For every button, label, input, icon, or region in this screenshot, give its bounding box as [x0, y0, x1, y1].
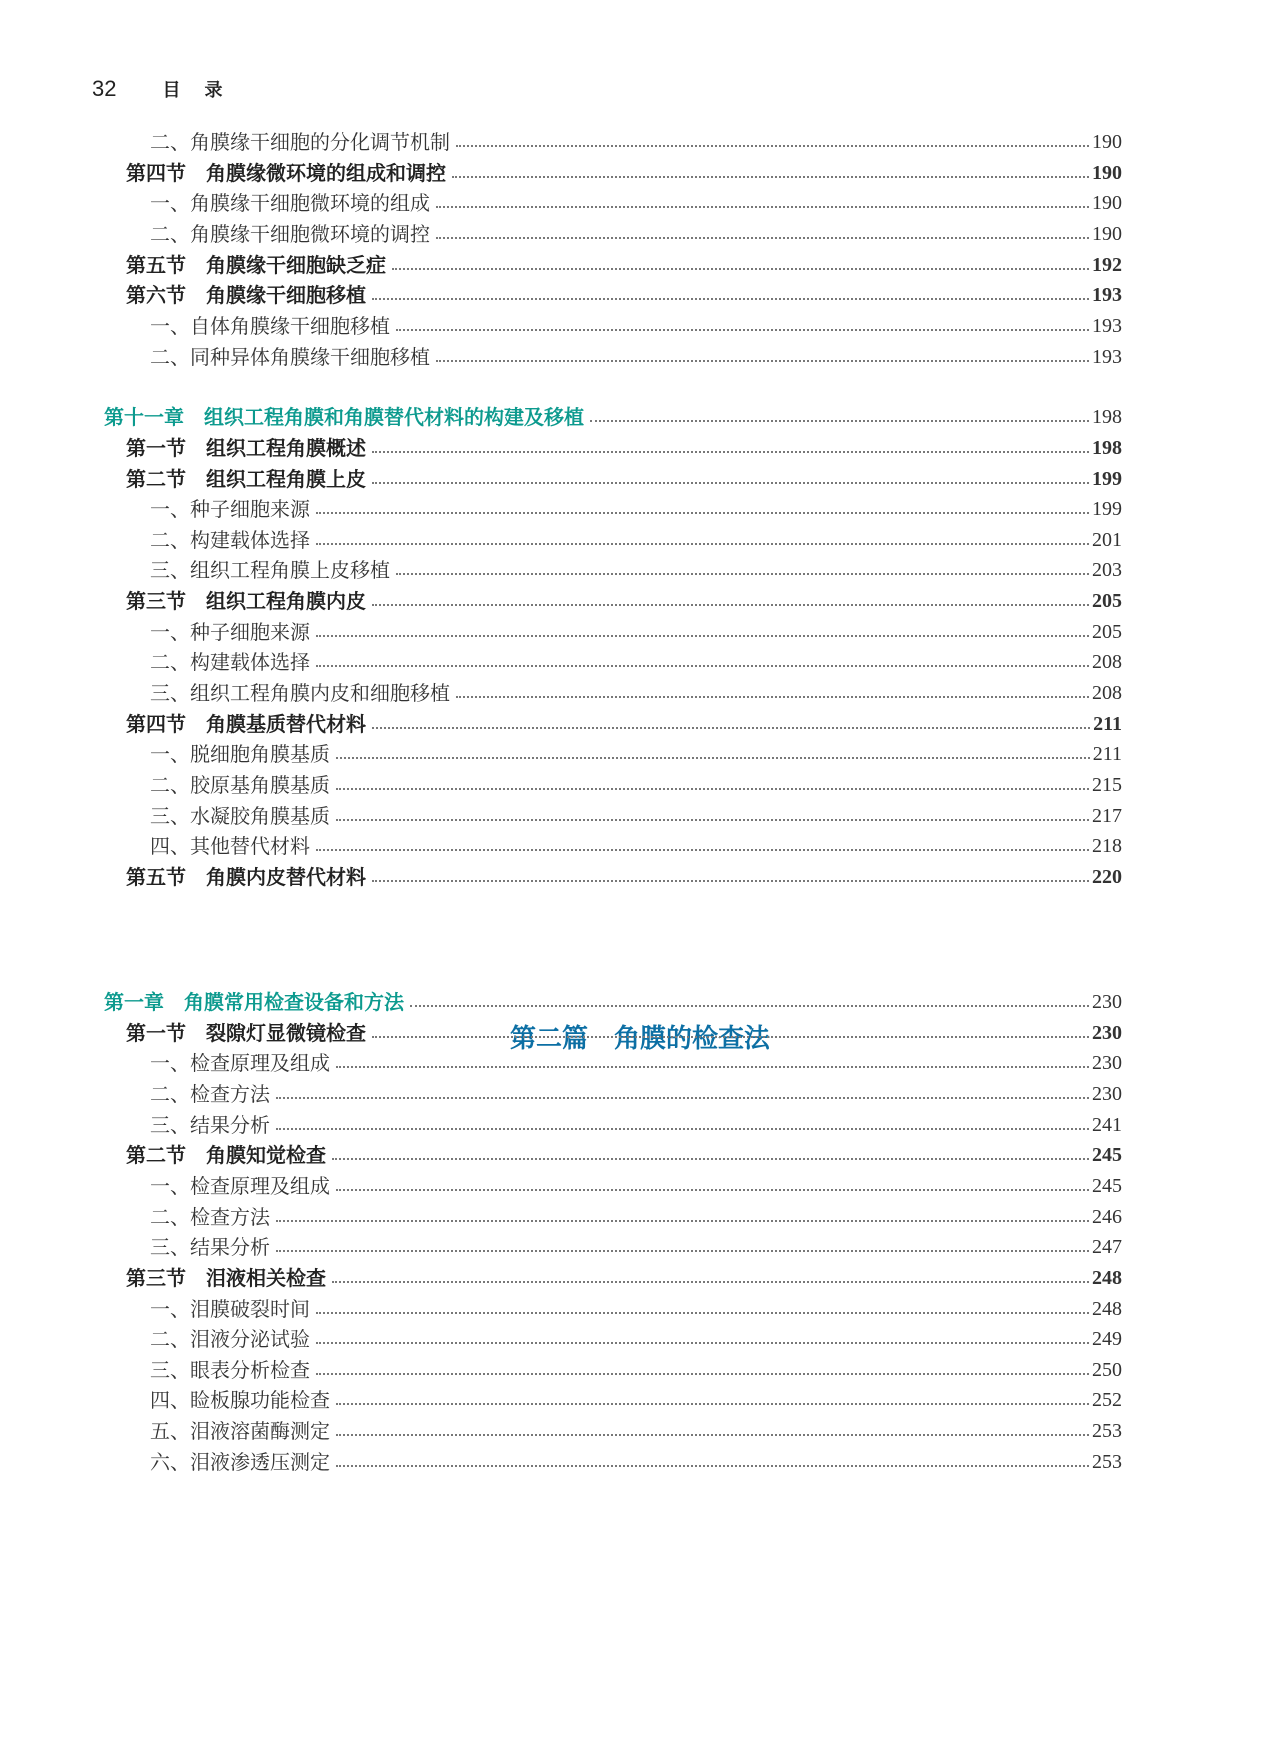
dot-leader [336, 788, 1089, 790]
toc-entry-item[interactable] [150, 1076, 1122, 1106]
dot-leader [436, 360, 1089, 362]
running-title: 目录 [162, 80, 247, 101]
toc-entry-label: 第一节 组织工程角膜概述 [126, 435, 366, 460]
toc-entry-page: 245 [1092, 1144, 1122, 1167]
toc-entry-page: 193 [1092, 314, 1122, 337]
toc-entry-label: 第五节 角膜缘干细胞缺乏症 [126, 252, 386, 277]
toc-entry-item[interactable] [150, 1291, 1122, 1321]
toc-entry-page: 215 [1092, 774, 1122, 796]
toc-entry-label: 第十一章 组织工程角膜和角膜替代材料的构建及移植 [104, 405, 584, 430]
toc-entry-item[interactable] [150, 308, 1122, 338]
toc-entry-label: 二、同种异体角膜缘干细胞移植 [150, 344, 430, 369]
toc-entry-label: 第一章 角膜常用检查设备和方法 [104, 990, 404, 1014]
toc-entry-item[interactable] [150, 1413, 1122, 1443]
toc-entry-label: 三、结果分析 [150, 1235, 270, 1260]
toc-entry-label: 一、检查原理及组成 [150, 1051, 330, 1076]
toc-entry-label: 第二节 角膜知觉检查 [126, 1143, 326, 1168]
toc-entry-page: 248 [1092, 1266, 1122, 1289]
dot-leader [336, 1066, 1089, 1068]
dot-leader [410, 1005, 1089, 1007]
toc-entry-label: 第六节 角膜缘干细胞移植 [126, 283, 366, 308]
toc-entry-item[interactable] [150, 491, 1122, 521]
toc-entry-page: 245 [1092, 1174, 1122, 1197]
toc-entry-page: 230 [1092, 1052, 1122, 1075]
dot-leader [276, 1220, 1089, 1222]
toc-entry-item[interactable] [150, 614, 1122, 644]
toc-entry-section[interactable] [126, 583, 1122, 613]
toc-entry-label: 二、构建载体选择 [150, 650, 310, 675]
toc-entry-section[interactable] [126, 1015, 1122, 1045]
dot-leader [392, 268, 1089, 270]
toc-entry-section[interactable] [126, 155, 1122, 185]
toc-entry-page: 248 [1092, 1297, 1122, 1320]
dot-leader [316, 1342, 1089, 1344]
toc-entry-chapter[interactable] [104, 984, 1122, 1014]
toc-entry-label: 一、角膜缘干细胞微环境的组成 [150, 191, 430, 216]
toc-entry-page: 205 [1092, 590, 1122, 613]
toc-entry-page: 217 [1092, 804, 1122, 827]
toc-entry-item[interactable] [150, 798, 1122, 828]
toc-entry-page: 208 [1092, 651, 1122, 674]
toc-entry-label: 二、胶原基角膜基质 [150, 773, 330, 797]
toc-entry-label: 三、眼表分析检查 [150, 1357, 310, 1382]
toc-entry-page: 193 [1092, 284, 1122, 307]
dot-leader [336, 757, 1090, 759]
toc-entry-item[interactable] [150, 124, 1122, 154]
toc-entry-page: 211 [1093, 712, 1122, 735]
toc-entry-page: 190 [1092, 192, 1122, 215]
toc-entry-label: 一、自体角膜缘干细胞移植 [150, 313, 390, 338]
toc-entry-label: 第四节 角膜缘微环境的组成和调控 [126, 160, 446, 185]
toc-entry-label: 第四节 角膜基质替代材料 [126, 711, 366, 736]
toc-entry-label: 二、角膜缘干细胞的分化调节机制 [150, 130, 450, 154]
toc-entry-label: 六、泪液渗透压测定 [150, 1449, 330, 1474]
toc-entry-label: 三、组织工程角膜内皮和细胞移植 [150, 681, 450, 706]
toc-entry-page: 198 [1092, 406, 1122, 429]
toc-entry-page: 190 [1092, 161, 1122, 184]
toc-entry-label: 一、泪膜破裂时间 [150, 1296, 310, 1321]
toc-entry-page: 211 [1092, 743, 1122, 766]
toc-entry-page: 230 [1092, 1021, 1122, 1044]
toc-entry-label: 三、水凝胶角膜基质 [150, 803, 330, 828]
toc-entry-section[interactable] [126, 247, 1122, 277]
dot-leader [336, 1403, 1089, 1405]
toc-entry-item[interactable] [150, 216, 1122, 246]
dot-leader [332, 1281, 1089, 1283]
toc-entry-page: 230 [1092, 991, 1122, 1013]
toc-entry-item[interactable] [150, 828, 1122, 858]
toc-entry-section[interactable] [126, 1260, 1122, 1290]
toc-entry-label: 二、角膜缘干细胞微环境的调控 [150, 221, 430, 246]
dot-leader [452, 176, 1089, 178]
toc-entry-page: 230 [1092, 1082, 1122, 1105]
dot-leader [372, 604, 1089, 606]
dot-leader [316, 1312, 1089, 1314]
dot-leader [336, 1189, 1089, 1191]
toc-entry-label: 第一节 裂隙灯显微镜检查 [126, 1020, 366, 1045]
part-title: 第二篇 角膜的检查法 [509, 1024, 770, 1054]
dot-leader [372, 482, 1089, 484]
toc-entry-page: 218 [1092, 835, 1122, 858]
dot-leader [396, 573, 1089, 575]
toc-entry-page: 190 [1092, 222, 1122, 245]
toc-entry-label: 三、组织工程角膜上皮移植 [150, 558, 390, 583]
toc-entry-section[interactable] [126, 859, 1122, 889]
toc-entry-label: 二、构建载体选择 [150, 527, 310, 552]
toc-entry-page: 190 [1092, 131, 1122, 153]
dot-leader [372, 1036, 1089, 1038]
dot-leader [316, 665, 1089, 667]
toc-entry-page: 253 [1092, 1420, 1122, 1443]
dot-leader [436, 237, 1089, 239]
toc-entry-page: 205 [1092, 620, 1122, 643]
toc-entry-item[interactable] [150, 1444, 1122, 1474]
toc-entry-section[interactable] [126, 277, 1122, 307]
dot-leader [276, 1097, 1089, 1099]
toc-entry-page: 250 [1092, 1358, 1122, 1381]
toc-entry-section[interactable] [126, 1137, 1122, 1167]
dot-leader [436, 206, 1089, 208]
toc-entry-page: 199 [1092, 467, 1122, 490]
toc-entry-page: 203 [1092, 559, 1122, 582]
toc-entry-chapter[interactable] [104, 399, 1122, 429]
toc-entry-item[interactable] [150, 767, 1122, 797]
toc-entry-page: 208 [1092, 682, 1122, 705]
toc-entry-item[interactable] [150, 1352, 1122, 1382]
toc-entry-section[interactable] [126, 430, 1122, 460]
dot-leader [316, 543, 1089, 545]
toc-entry-item[interactable] [150, 1199, 1122, 1229]
dot-leader [316, 512, 1089, 514]
toc-entry-item[interactable] [150, 675, 1122, 705]
toc-entry-page: 253 [1092, 1450, 1122, 1473]
toc-entry-item[interactable] [150, 644, 1122, 674]
dot-leader [456, 696, 1089, 698]
toc-entry-item[interactable] [150, 1107, 1122, 1137]
dot-leader [372, 880, 1089, 882]
toc-entry-label: 一、种子细胞来源 [150, 619, 310, 644]
toc-entry-item[interactable] [150, 1045, 1122, 1075]
dot-leader [332, 1158, 1089, 1160]
toc-entry-item[interactable] [150, 552, 1122, 582]
toc-entry-page: 247 [1092, 1236, 1122, 1259]
toc-entry-label: 四、其他替代材料 [150, 834, 310, 859]
dot-leader [316, 635, 1089, 637]
toc-entry-page: 220 [1092, 865, 1122, 888]
dot-leader [336, 1465, 1089, 1467]
dot-leader [456, 145, 1089, 147]
toc-entry-label: 五、泪液溶菌酶测定 [150, 1419, 330, 1444]
dot-leader [396, 329, 1089, 331]
toc-entry-label: 第二节 组织工程角膜上皮 [126, 466, 366, 491]
toc-entry-item[interactable] [150, 1382, 1122, 1412]
dot-leader [276, 1250, 1089, 1252]
dot-leader [372, 451, 1089, 453]
toc-entry-page: 246 [1092, 1205, 1122, 1228]
dot-leader [372, 727, 1090, 729]
toc-entry-label: 第五节 角膜内皮替代材料 [126, 864, 366, 889]
toc-entry-item[interactable] [150, 1321, 1122, 1351]
toc-entry-item[interactable] [150, 185, 1122, 215]
toc-entry-label: 二、检查方法 [150, 1204, 270, 1229]
toc-entry-label: 二、检查方法 [150, 1081, 270, 1106]
toc-entry-label: 二、泪液分泌试验 [150, 1327, 310, 1352]
toc-entry-section[interactable] [126, 461, 1122, 491]
toc-entry-item[interactable] [150, 1168, 1122, 1198]
dot-leader [590, 420, 1089, 422]
dot-leader [336, 819, 1089, 821]
toc-entry-item[interactable] [150, 736, 1122, 766]
page-number: 32 [92, 76, 117, 101]
dot-leader [276, 1128, 1089, 1130]
toc-entry-page: 199 [1092, 498, 1122, 521]
toc-entry-item[interactable] [150, 1229, 1122, 1259]
toc-entry-label: 一、种子细胞来源 [150, 497, 310, 522]
dot-leader [372, 298, 1089, 300]
toc-entry-page: 249 [1092, 1328, 1122, 1351]
toc-entry-item[interactable] [150, 522, 1122, 552]
toc-entry-label: 第三节 泪液相关检查 [126, 1265, 326, 1290]
toc-entry-page: 241 [1092, 1113, 1122, 1136]
toc-entry-label: 第三节 组织工程角膜内皮 [126, 589, 366, 614]
dot-leader [336, 1434, 1089, 1436]
toc-entry-page: 198 [1092, 436, 1122, 459]
page-header [92, 74, 246, 104]
toc-entry-label: 四、睑板腺功能检查 [150, 1388, 330, 1413]
toc-entry-label: 一、检查原理及组成 [150, 1173, 330, 1198]
toc-entry-section[interactable] [126, 706, 1122, 736]
toc-entry-page: 192 [1092, 253, 1122, 276]
toc-entry-page: 193 [1092, 345, 1122, 368]
dot-leader [316, 1373, 1089, 1375]
toc-entry-page: 201 [1092, 528, 1122, 551]
toc-entry-item[interactable] [150, 339, 1122, 369]
toc-entry-page: 252 [1092, 1389, 1122, 1412]
toc-entry-label: 三、结果分析 [150, 1112, 270, 1137]
toc-entry-label: 一、脱细胞角膜基质 [150, 742, 330, 767]
dot-leader [316, 849, 1089, 851]
